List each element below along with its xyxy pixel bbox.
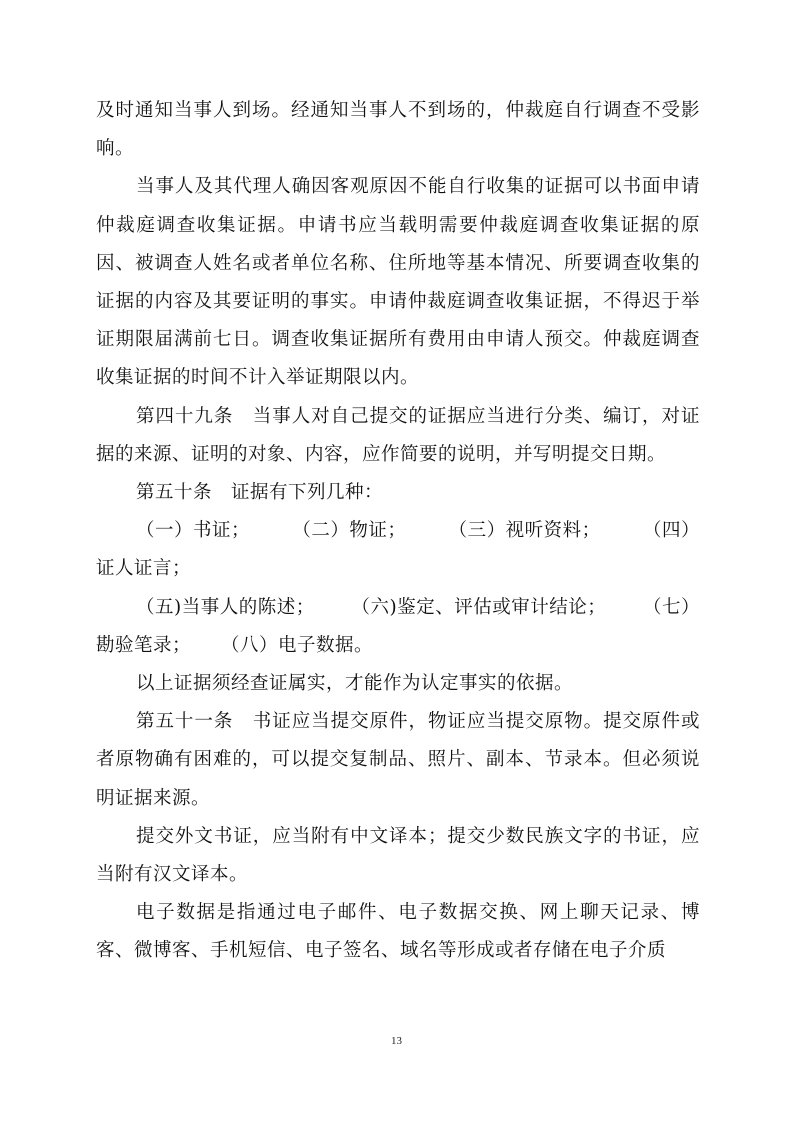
- evidence-type-7: 勘验笔录；: [96, 634, 192, 656]
- article-50: 第五十条 证据有下列几种：: [136, 482, 384, 504]
- evidence-type-1: （一）书证；: [136, 520, 251, 542]
- article-49: 第四十九条 当事人对自己提交的证据应当进行分类、编订，对证据的来源、证明的对象、内容，应作简要的说明，并写明提交日期。: [96, 405, 700, 465]
- paragraph-foreign-documents: 提交外文书证，应当附有中文译本；提交少数民族文字的书证，应当附有汉文译本。: [96, 825, 700, 886]
- body-text: [96, 92, 700, 971]
- evidence-types-row-1: [96, 512, 700, 550]
- evidence-type-6: （六)鉴定、评估或审计结论；: [351, 596, 607, 618]
- evidence-type-3: （三）视听资料；: [448, 520, 601, 542]
- page-number: 13: [391, 1035, 402, 1047]
- evidence-type-7-marker: （七）: [642, 596, 700, 618]
- evidence-type-2: （二）物证；: [292, 520, 407, 542]
- evidence-types-row-3: [96, 627, 700, 665]
- paragraph-electronic-data: 电子数据是指通过电子邮件、电子数据交换、网上聊天记录、博客、微博客、手机短信、电子签名、域名等形成或者存储在电子介质: [96, 902, 700, 962]
- evidence-type-8: （八）电子数据。: [221, 634, 374, 656]
- evidence-type-5: （五)当事人的陈述；: [136, 596, 315, 618]
- paragraph-1: 及时通知当事人到场。经通知当事人不到场的，仲裁庭自行调查不受影响。: [96, 100, 700, 160]
- paragraph-verification: 以上证据须经查证属实，才能作为认定事实的依据。: [136, 673, 574, 695]
- paragraph-2: 当事人及其代理人确因客观原因不能自行收集的证据可以书面申请仲裁庭调查收集证据。申请书应当载明需要仲裁庭调查收集证据的原因、被调查人姓名或者单位名称、住所地等基本情况、所要调查收集的证据的内容及其要证明的事实。申请仲裁庭调查收集证据，不得迟于举证期限届满前七日。调查收集证据所有费用由申请人预交。仲裁庭调查收集证据的时间不计入举证期限以内。: [96, 176, 700, 389]
- evidence-type-4: 证人证言；: [96, 558, 192, 580]
- article-51: 第五十一条 书证应当提交原件，物证应当提交原物。提交原件或者原物确有困难的，可以提交复制品、照片、副本、节录本。但必须说明证据来源。: [96, 711, 700, 809]
- evidence-types-row-2: [96, 589, 700, 627]
- evidence-type-4-marker: （四）: [642, 520, 700, 542]
